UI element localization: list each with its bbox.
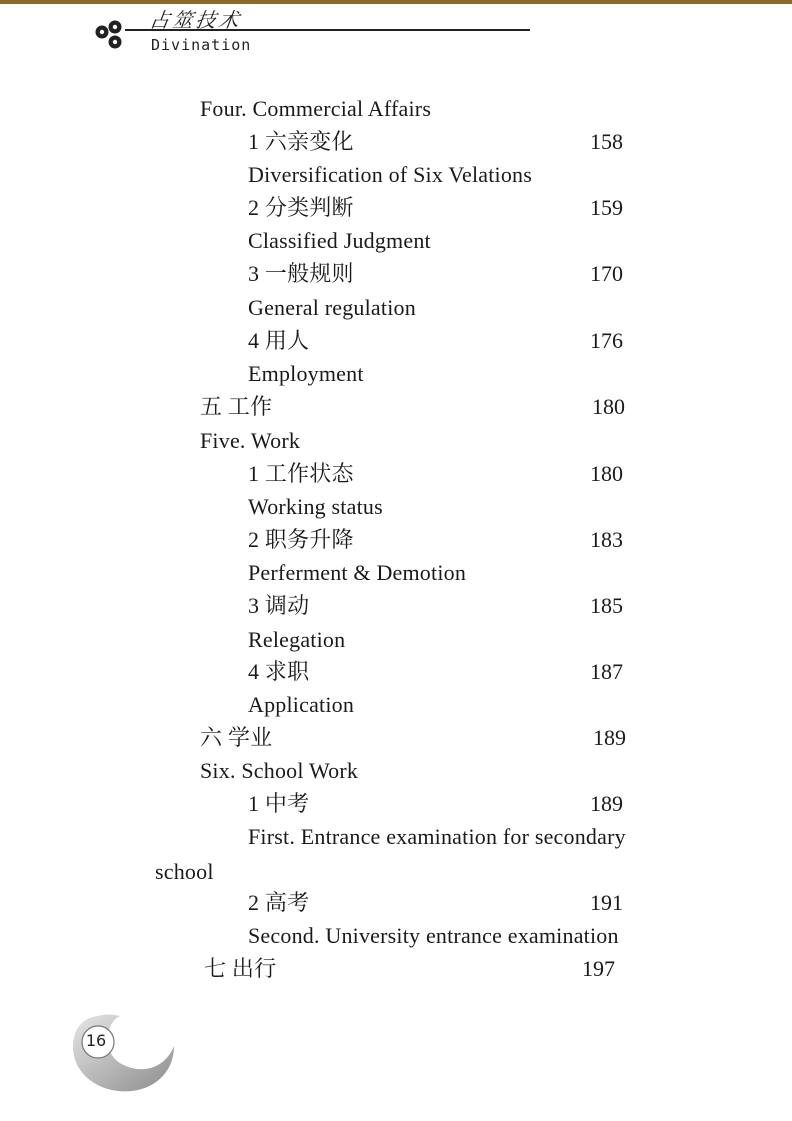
- page-number: 16: [85, 1031, 107, 1050]
- toc-entry-title: 1 工作状态: [248, 461, 354, 486]
- toc-entry-title: 3 调动: [248, 593, 310, 618]
- toc-chapter-page: 180: [592, 394, 625, 419]
- toc-entry-translation: General regulation: [248, 295, 416, 320]
- toc-entry-page: 180: [590, 461, 623, 486]
- book-title-english: Divination: [151, 36, 252, 54]
- toc-chapter-title: 五 工作: [200, 394, 273, 419]
- book-title-chinese: 占筮技术: [148, 10, 244, 32]
- toc-entry-translation: Application: [248, 692, 355, 717]
- toc-entry-title: 4 求职: [248, 659, 310, 684]
- three-coins-icon: [93, 18, 131, 52]
- toc-entry-translation: Second. University entrance examination: [248, 923, 619, 948]
- toc-chapter-title: 七 出行: [204, 956, 277, 981]
- toc-entry-page: 187: [590, 659, 623, 684]
- toc-entry-translation: Diversification of Six Velations: [248, 162, 533, 187]
- toc-entry-title: 2 高考: [248, 890, 310, 915]
- toc-entry-title: 2 职务升降: [248, 527, 354, 552]
- toc-entry-page: 185: [590, 593, 623, 618]
- toc-entry-page: 158: [590, 129, 623, 154]
- toc-section-title: Four. Commercial Affairs: [200, 96, 432, 121]
- toc-entry-page: 159: [590, 195, 623, 220]
- toc-chapter-title: 六 学业: [200, 725, 273, 750]
- toc-chapter-translation: Six. School Work: [200, 758, 359, 783]
- toc-entry-translation: Employment: [248, 361, 364, 386]
- toc-chapter-page: 189: [593, 725, 626, 750]
- toc-chapter-translation: Five. Work: [200, 428, 301, 453]
- toc-entry-title: 1 中考: [248, 791, 310, 816]
- toc-entry-title: 3 一般规则: [248, 261, 354, 286]
- toc-entry-title: 2 分类判断: [248, 195, 354, 220]
- toc-entry-title: 1 六亲变化: [248, 129, 354, 154]
- toc-entry-translation: Working status: [248, 494, 383, 519]
- page-number-badge-icon: [68, 1012, 180, 1096]
- toc-entry-translation: First. Entrance examination for secondary: [248, 824, 626, 849]
- toc-entry-title: 4 用人: [248, 328, 310, 353]
- toc-entry-page: 170: [590, 261, 623, 286]
- toc-entry-translation: Perferment & Demotion: [248, 560, 467, 585]
- toc-entry-page: 191: [590, 890, 623, 915]
- toc-entry-page: 189: [590, 791, 623, 816]
- toc-entry-page: 176: [590, 328, 623, 353]
- toc-entry-translation: Classified Judgment: [248, 228, 431, 253]
- toc-entry-translation: Relegation: [248, 627, 346, 652]
- top-border: [0, 0, 792, 4]
- toc-entry-page: 183: [590, 527, 623, 552]
- toc-chapter-page: 197: [582, 956, 615, 981]
- toc-entry-translation-wrap: school: [155, 859, 214, 884]
